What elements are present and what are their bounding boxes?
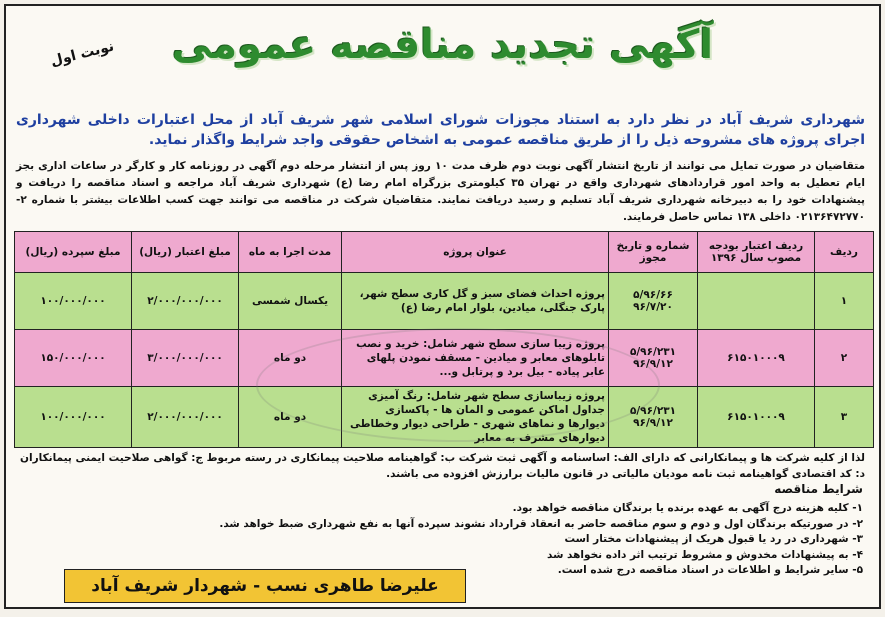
- row-budget: ۶۱۵۰۱۰۰۰۹: [698, 387, 815, 448]
- signature-box: علیرضا طاهری نسب - شهردار شریف آباد: [64, 569, 466, 603]
- table-row: [15, 330, 874, 387]
- intro-text: شهرداری شریف آباد در نظر دارد به استناد مجوزات شورای اسلامی شهر شریف آباد از محل اعتبارات داخلی شهرداری اجرای پروژه های مشروحه ذیل را از طریق مناقصه عمومی به اشخاص حقوقی واجد شرایط واگذار نماید.: [16, 112, 865, 148]
- row-credit: ۲/۰۰۰/۰۰۰/۰۰۰: [132, 273, 239, 330]
- notice-headline: آگهی تجدید مناقصه عمومی: [171, 22, 714, 68]
- condition-item: ۵- سایر شرایط و اطلاعات در اسناد مناقصه درج شده است.: [557, 564, 863, 576]
- conditions-title: شرایط مناقصه: [774, 482, 863, 496]
- header-budget: ردیف اعتبار بودجه مصوب سال ۱۳۹۶: [698, 232, 815, 273]
- row-duration: دو ماه: [239, 387, 342, 448]
- header-title: عنوان پروژه: [342, 232, 609, 273]
- condition-item: ۱- کلیه هزینه درج آگهی به عهده برنده یا برندگان مناقصه خواهد بود.: [512, 502, 863, 514]
- turn-label: نوبت اول: [49, 38, 116, 70]
- row-permit: ۵/۹۶/۶۶ ۹۶/۷/۲۰: [609, 273, 698, 330]
- row-permit: ۵/۹۶/۲۳۱ ۹۶/۹/۱۲: [609, 387, 698, 448]
- row-no: ۳: [815, 387, 874, 448]
- row-no: ۲: [815, 330, 874, 387]
- row-no: ۱: [815, 273, 874, 330]
- row-title: پروژه احداث فضای سبز و گل کاری سطح شهر، پارک جنگلی، میادین، بلوار امام رضا (ع): [342, 273, 609, 330]
- row-duration: دو ماه: [239, 330, 342, 387]
- header-deposit: مبلغ سپرده (ریال): [15, 232, 132, 273]
- header-row-no: ردیف: [815, 232, 874, 273]
- row-deposit: ۱۰۰/۰۰۰/۰۰۰: [15, 387, 132, 448]
- row-duration: یکسال شمسی: [239, 273, 342, 330]
- row-title: پروژه زیبا سازی سطح شهر شامل: خرید و نصب تابلوهای معابر و میادین - مسقف نمودن پلهای عابر پیاده - بیل برد و پرتابل و...: [342, 330, 609, 387]
- row-budget: [698, 273, 815, 330]
- table-row: [15, 273, 874, 330]
- header-permit: شماره و تاریخ مجوز: [609, 232, 698, 273]
- row-credit: ۲/۰۰۰/۰۰۰/۰۰۰: [132, 387, 239, 448]
- conditions-list: [206, 501, 863, 579]
- table-row: [15, 387, 874, 448]
- row-deposit: ۱۰۰/۰۰۰/۰۰۰: [15, 273, 132, 330]
- row-credit: ۳/۰۰۰/۰۰۰/۰۰۰: [132, 330, 239, 387]
- requirements-text: لذا از کلیه شرکت ها و پیمانکارانی که دارای الف: اساسنامه و آگهی ثبت شرکت ب: گواهینامه صلاحیت پیمانکاری در رسته مربوط ج: گواهی صلاحیت ایمنی پیمانکاران د: کد اقتصادی گواهینامه ثبت نامه مودیان مالیاتی در قانون مالیات برارزش افزوده می باشند.: [20, 452, 865, 480]
- header-duration: مدت اجرا به ماه: [239, 232, 342, 273]
- condition-item: ۳- شهرداری در رد یا قبول هریک از پیشنهادات مختار است: [564, 533, 863, 545]
- condition-item: ۲- در صورتیکه برندگان اول و دوم و سوم مناقصه حاضر به انعقاد قرارداد نشوند سپرده آنها به نفع شهرداری ضبط خواهد شد.: [219, 517, 863, 530]
- table-header-row: [15, 232, 874, 273]
- row-budget: ۶۱۵۰۱۰۰۰۹: [698, 330, 815, 387]
- row-permit: ۵/۹۶/۲۳۱ ۹۶/۹/۱۲: [609, 330, 698, 387]
- row-title: پروژه زیباسازی سطح شهر شامل: رنگ آمیزی جداول اماکن عمومی و المان ها - پاکسازی دیوارها و نماهای شهری - طراحی دیوار وخطاطی دیوارهای مشرف به معابر: [342, 387, 609, 448]
- condition-item: ۴- به پیشنهادات مخدوش و مشروط ترتیب اثر داده نخواهد شد: [547, 548, 863, 561]
- instructions-text: متقاضیان در صورت تمایل می توانند از تاریخ انتشار آگهی نوبت دوم ظرف مدت ۱۰ روز پس از انتشار مرحله دوم آگهی در روزنامه کار و کارگر در ساعات اداری بجز ایام تعطیل به واحد امور قراردادهای شهرداری واقع در تهران ۳۵ کیلومتری بزرگراه امام رضا (ع) شهرداری شریف آباد مراجعه و اسناد مناقصه را دریافت و پیشنهادات خود را به دبیرخانه شهرداری شریف آباد تسلیم و رسید دریافت نمایند. متقاضیان شرکت در مناقصه می توانند جهت کسب اطلاعات بیشتر با شماره ۲- ۰۲۱۳۶۴۷۲۷۷۰ داخلی ۱۳۸ تماس حاصل فرمایند.: [16, 160, 865, 223]
- tender-notice: [4, 4, 881, 609]
- header-credit: مبلغ اعتبار (ریال): [132, 232, 239, 273]
- projects-table: [14, 231, 874, 448]
- row-deposit: ۱۵۰/۰۰۰/۰۰۰: [15, 330, 132, 387]
